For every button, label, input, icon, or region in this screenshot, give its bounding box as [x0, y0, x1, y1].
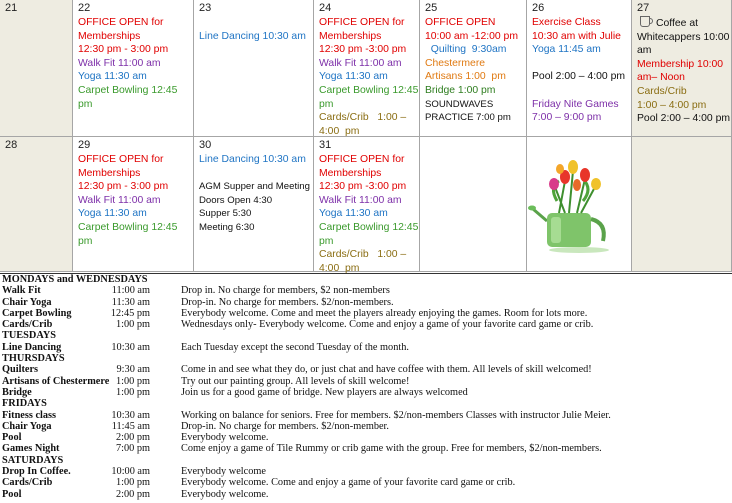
- day-number: 28: [5, 139, 18, 151]
- calendar-event: Membership 10:00 am– Noon: [637, 58, 726, 84]
- calendar-day-blank-1-4: [420, 137, 527, 272]
- calendar-event: Friday Nite Games: [532, 98, 619, 110]
- activity-description: Wednesdays only- Everybody welcome. Come and enjoy a game of your favorite card game or crib.: [181, 319, 594, 331]
- activity-description: Everybody welcome.: [181, 432, 269, 444]
- calendar-event: Bridge 1:00 pm: [425, 84, 496, 96]
- activity-description: Everybody welcome.: [181, 488, 269, 500]
- calendar-day-25: [420, 0, 527, 137]
- calendar-day-22: [73, 0, 194, 137]
- schedule-row: [0, 466, 732, 477]
- activity-time: 10:00 am: [111, 466, 150, 478]
- schedule-heading-text: FRIDAYS: [2, 398, 47, 410]
- calendar-event: Walk Fit 11:00 am: [78, 57, 161, 69]
- activity-name: Line Dancing: [2, 341, 62, 353]
- schedule-row: [0, 421, 732, 432]
- calendar-event: 1:00 – 4:00 pm: [637, 99, 707, 111]
- day-number: 29: [78, 139, 91, 151]
- activity-time: 10:30 am: [111, 409, 150, 421]
- activity-time: 2:00 pm: [115, 432, 150, 444]
- watering-can-tulips-icon: [529, 151, 625, 255]
- calendar-event: [199, 16, 313, 30]
- calendar-event: Meeting 6:30: [199, 221, 255, 233]
- schedule-row: [0, 364, 732, 375]
- activity-description: Everybody welcome: [181, 466, 266, 478]
- calendar-event: Carpet Bowling 12:45 pm: [319, 84, 422, 110]
- day-number: 26: [532, 2, 545, 14]
- activity-name: Fitness class: [2, 409, 57, 421]
- activity-name: Drop In Coffee.: [2, 466, 71, 478]
- calendar-event: OFFICE OPEN for Memberships: [319, 154, 408, 179]
- activity-description: Join us for a good game of bridge. New players are always welcomed: [181, 386, 468, 398]
- day-number: 27: [637, 2, 650, 14]
- schedule-row: [0, 376, 732, 387]
- activity-name: Quilters: [2, 364, 39, 376]
- activity-description: Each Tuesday except the second Tuesday of the month.: [181, 341, 409, 353]
- activity-time: 11:45 am: [111, 420, 150, 432]
- day-number: 25: [425, 2, 438, 14]
- activity-description: Drop in. No charge for members, $2 non-members: [181, 285, 390, 297]
- schedule-heading-text: TUESDAYS: [2, 330, 56, 342]
- schedule-heading-text: THURSDAYS: [2, 353, 65, 365]
- calendar-day-24: [314, 0, 420, 137]
- calendar-event: Chestermere: [425, 57, 486, 69]
- day-number: 21: [5, 2, 18, 14]
- schedule-row: [0, 432, 732, 443]
- schedule-row: [0, 489, 732, 500]
- calendar-day-21: [0, 0, 73, 137]
- day-number: 30: [199, 139, 212, 151]
- day-number: 31: [319, 139, 332, 151]
- activity-description: Drop-in. No charge for members. $2/non-member.: [181, 420, 389, 432]
- calendar-day-29: [73, 137, 194, 272]
- calendar-day-blank-1-5: [527, 137, 632, 272]
- calendar-event: [532, 84, 631, 98]
- calendar-day-blank-1-6: [632, 137, 732, 272]
- calendar-day-23: [194, 0, 314, 137]
- schedule-heading: [0, 353, 732, 364]
- calendar-event: Supper 5:30: [199, 208, 252, 220]
- calendar-day-26: [527, 0, 632, 137]
- day-number: 23: [199, 2, 212, 14]
- activity-time: 11:30 am: [111, 296, 150, 308]
- calendar-day-27: [632, 0, 732, 137]
- schedule-row: [0, 477, 732, 488]
- calendar-event: 10:00 am -12:00 pm: [425, 30, 518, 42]
- activity-schedule: [0, 273, 732, 503]
- calendar-event: Pool 2:00 – 4:00 pm: [532, 71, 626, 83]
- calendar-event: Carpet Bowling 12:45 pm: [78, 84, 181, 110]
- calendar-event: Walk Fit 11:00 am: [78, 194, 161, 206]
- calendar-event: Yoga 11:30 am: [78, 71, 147, 83]
- calendar-event: OFFICE OPEN for Memberships: [78, 154, 167, 179]
- calendar-day-30: [194, 137, 314, 272]
- calendar-event: Coffee at Whitecappers 10:00 am: [637, 18, 730, 57]
- day-number: 22: [78, 2, 91, 14]
- calendar-event: [199, 167, 313, 181]
- activity-time: 12:45 pm: [110, 307, 150, 319]
- calendar-event: OFFICE OPEN for Memberships: [78, 17, 167, 42]
- activity-time: 9:30 am: [116, 364, 150, 376]
- schedule-row: [0, 308, 732, 319]
- calendar-event: Carpet Bowling 12:45 pm: [78, 221, 181, 247]
- calendar-event: 12:30 pm - 3:00 pm: [78, 181, 169, 193]
- calendar-event: Quilting 9:30am: [425, 44, 507, 56]
- activity-description: Try out our painting group. All levels of skill welcome!: [181, 375, 410, 387]
- activity-time: 10:30 am: [111, 341, 150, 353]
- calendar-event: Yoga 11:45 am: [532, 44, 601, 56]
- activity-description: Drop-in. No charge for members. $2/non-members.: [181, 296, 394, 308]
- activity-time: 1:00 pm: [115, 319, 150, 331]
- schedule-row: [0, 443, 732, 454]
- schedule-row: [0, 387, 732, 398]
- activity-description: Working on balance for seniors. Free for members. $2/non-members Classes with instructor Julie Meier.: [181, 409, 611, 421]
- schedule-row: [0, 410, 732, 421]
- calendar-event: 12:30 pm -3:00 pm: [319, 44, 407, 56]
- calendar-event: SOUNDWAVES PRACTICE 7:00 pm: [425, 98, 511, 124]
- activity-name: Walk Fit: [2, 285, 41, 297]
- calendar-event: Yoga 11:30 am: [319, 71, 388, 83]
- activity-description: Everybody welcome. Come and meet the players already enjoying the games. Room for lots more.: [181, 307, 588, 319]
- schedule-heading-text: SATURDAYS: [2, 454, 64, 466]
- schedule-heading: [0, 398, 732, 409]
- activity-time: 2:00 pm: [115, 488, 150, 500]
- activity-name: Pool: [2, 488, 22, 500]
- schedule-row: [0, 297, 732, 308]
- activity-time: 11:00 am: [111, 285, 150, 297]
- calendar-day-28: [0, 137, 73, 272]
- calendar-event: Cards/Crib: [637, 85, 687, 97]
- calendar-event: Pool 2:00 – 4:00 pm: [637, 113, 731, 125]
- schedule-row: [0, 285, 732, 296]
- schedule-heading: [0, 330, 732, 341]
- calendar-event: Doors Open 4:30: [199, 194, 273, 206]
- activity-time: 7:00 pm: [115, 443, 150, 455]
- activity-name: Cards/Crib: [2, 477, 53, 489]
- activity-name: Games Night: [2, 443, 60, 455]
- activity-time: 1:00 pm: [115, 375, 150, 387]
- calendar-event: Cards/Crib 1:00 – 4:00 pm: [319, 249, 410, 274]
- calendar-day-31: [314, 137, 420, 272]
- activity-description: Everybody welcome. Come and enjoy a game of your favorite card game or crib.: [181, 477, 516, 489]
- calendar-event: [532, 57, 631, 71]
- calendar-event: 12:30 pm -3:00 pm: [319, 181, 407, 193]
- activity-time: 1:00 pm: [115, 386, 150, 398]
- schedule-row: [0, 319, 732, 330]
- schedule-heading: [0, 455, 732, 466]
- calendar-event: Cards/Crib 1:00 – 4:00 pm: [319, 112, 410, 137]
- activity-name: Cards/Crib: [2, 319, 53, 331]
- calendar-event: Yoga 11:30 am: [319, 208, 388, 220]
- activity-name: Chair Yoga: [2, 420, 52, 432]
- activity-description: Come in and see what they do, or just chat and have coffee with them. All levels of skill welcomed!: [181, 364, 592, 376]
- activity-name: Artisans of Chestermere: [2, 375, 110, 387]
- calendar-event: OFFICE OPEN for Memberships: [319, 17, 408, 42]
- activity-name: Pool: [2, 432, 22, 444]
- schedule-row: [0, 342, 732, 353]
- activity-description: Come enjoy a game of Tile Rummy or crib game with the group. Free for members, $2/non-members.: [181, 443, 602, 455]
- calendar-event: AGM Supper and Meeting: [199, 181, 310, 193]
- calendar-event: Walk Fit 11:00 am: [319, 194, 402, 206]
- activity-name: Carpet Bowling: [2, 307, 72, 319]
- activity-time: 1:00 pm: [115, 477, 150, 489]
- calendar-event: Walk Fit 11:00 am: [319, 57, 402, 69]
- calendar-event: 12:30 pm - 3:00 pm: [78, 44, 169, 56]
- day-number: [425, 139, 526, 152]
- day-number: [637, 139, 731, 152]
- calendar-event: Yoga 11:30 am: [78, 208, 147, 220]
- calendar-event: OFFICE OPEN: [425, 17, 496, 28]
- schedule-heading: [0, 274, 732, 285]
- calendar-event: Line Dancing 10:30 am: [199, 154, 306, 165]
- day-number: 24: [319, 2, 332, 14]
- activity-name: Chair Yoga: [2, 296, 52, 308]
- calendar-event: Line Dancing 10:30 am: [199, 30, 306, 42]
- calendar-event: Carpet Bowling 12:45 pm: [319, 221, 422, 247]
- calendar-event: Artisans 1:00 pm: [425, 71, 506, 83]
- calendar-event: 7:00 – 9:00 pm: [532, 112, 602, 124]
- calendar-event: 10:30 am with Julie: [532, 30, 621, 42]
- activity-name: Bridge: [2, 386, 32, 398]
- calendar-event: Exercise Class: [532, 17, 601, 28]
- schedule-heading-text: MONDAYS and WEDNESDAYS: [2, 274, 148, 285]
- coffee-cup-icon: [640, 16, 650, 27]
